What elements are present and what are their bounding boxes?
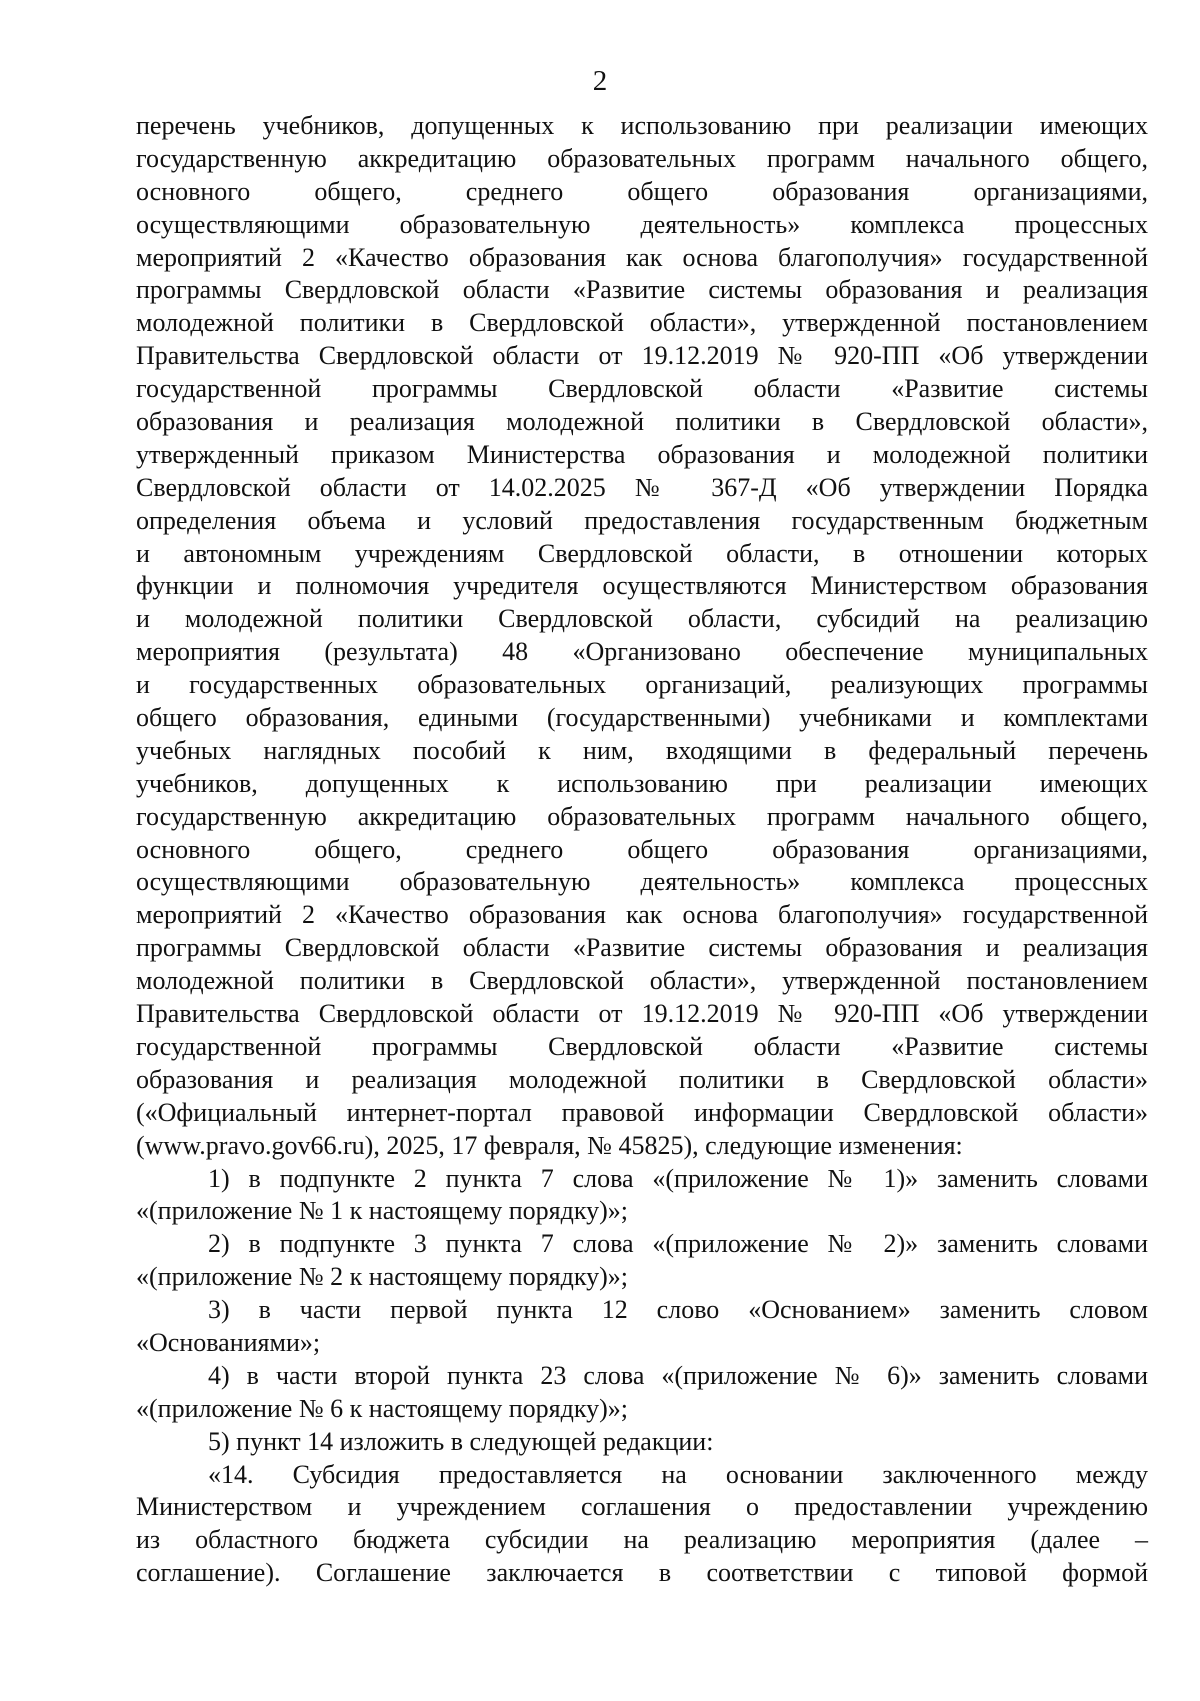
text-line: 4) в части второй пункта 23 слова «(приложение № 6)» заменить словами	[208, 1360, 1148, 1390]
text-line: государственную аккредитацию образовательных программ начального общего,	[136, 801, 1148, 831]
text-line: Правительства Свердловской области от 19.12.2019 № 920-ПП «Об утверждении	[136, 341, 1148, 371]
text-line: учебников, допущенных к использованию при реализации имеющих	[136, 768, 1148, 798]
text-line: («Официальный интернет-портал правовой информации Свердловской области»	[136, 1097, 1148, 1127]
text-line: Свердловской области от 14.02.2025 № 367-Д «Об утверждении Порядка	[136, 472, 1148, 502]
text-line: «(приложение № 1 к настоящему порядку)»;	[136, 1196, 629, 1226]
text-line: мероприятия (результата) 48 «Организовано обеспечение муниципальных	[136, 637, 1148, 667]
text-line: Министерством и учреждением соглашения о предоставлении учреждению	[136, 1492, 1148, 1522]
text-line: «(приложение № 2 к настоящему порядку)»;	[136, 1262, 629, 1292]
text-line: перечень учебников, допущенных к использованию при реализации имеющих	[136, 111, 1148, 140]
page-number: 2	[592, 65, 608, 97]
text-line: программы Свердловской области «Развитие системы образования и реализация	[136, 933, 1148, 963]
text-line: и молодежной политики Свердловской области, субсидий на реализацию	[136, 604, 1148, 634]
text-line: программы Свердловской области «Развитие системы образования и реализация	[136, 275, 1148, 305]
text-line: утвержденный приказом Министерства образования и молодежной политики	[136, 439, 1148, 469]
document-body-text	[136, 110, 1148, 1590]
text-line: из областного бюджета субсидии на реализацию мероприятия (далее –	[136, 1525, 1148, 1555]
text-line: осуществляющими образовательную деятельность» комплекса процессных	[136, 209, 1148, 239]
text-line: молодежной политики в Свердловской области», утвержденной постановлением	[136, 966, 1148, 996]
text-line: функции и полномочия учредителя осуществляются Министерством образования	[136, 571, 1148, 601]
text-line: мероприятий 2 «Качество образования как основа благополучия» государственной	[136, 242, 1148, 272]
text-line: государственную аккредитацию образовательных программ начального общего,	[136, 143, 1148, 173]
text-line: «Основаниями»;	[136, 1327, 321, 1357]
text-line: государственной программы Свердловской области «Развитие системы	[136, 374, 1148, 404]
text-line: образования и реализация молодежной политики в Свердловской области»	[136, 1064, 1148, 1094]
text-line: основного общего, среднего общего образования организациями,	[136, 176, 1148, 206]
text-line: основного общего, среднего общего образования организациями,	[136, 834, 1148, 864]
text-line: «(приложение № 6 к настоящему порядку)»;	[136, 1393, 629, 1423]
text-line: 5) пункт 14 изложить в следующей редакции:	[208, 1426, 714, 1456]
text-line: соглашение). Соглашение заключается в соответствии с типовой формой	[136, 1558, 1148, 1588]
text-line: (www.pravo.gov66.ru), 2025, 17 февраля, № 45825), следующие изменения:	[136, 1130, 963, 1160]
text-line: Правительства Свердловской области от 19.12.2019 № 920-ПП «Об утверждении	[136, 999, 1148, 1029]
text-line: образования и реализация молодежной политики в Свердловской области»,	[136, 407, 1148, 437]
text-line: и автономным учреждениям Свердловской области, в отношении которых	[136, 538, 1148, 568]
text-line: мероприятий 2 «Качество образования как основа благополучия» государственной	[136, 900, 1148, 930]
text-line: 2) в подпункте 3 пункта 7 слова «(приложение № 2)» заменить словами	[208, 1229, 1148, 1259]
text-line: и государственных образовательных организаций, реализующих программы	[136, 670, 1148, 700]
text-line: 1) в подпункте 2 пункта 7 слова «(приложение № 1)» заменить словами	[208, 1163, 1148, 1193]
text-line: общего образования, едиными (государственными) учебниками и комплектами	[136, 703, 1148, 733]
text-line: государственной программы Свердловской области «Развитие системы	[136, 1031, 1148, 1061]
text-line: учебных наглядных пособий к ним, входящими в федеральный перечень	[136, 735, 1148, 765]
text-line: «14. Субсидия предоставляется на основании заключенного между	[208, 1459, 1148, 1489]
text-line: 3) в части первой пункта 12 слово «Основанием» заменить словом	[208, 1295, 1148, 1325]
text-line: определения объема и условий предоставления государственным бюджетным	[136, 505, 1148, 535]
text-line: молодежной политики в Свердловской области», утвержденной постановлением	[136, 308, 1148, 338]
text-line: осуществляющими образовательную деятельность» комплекса процессных	[136, 867, 1148, 897]
